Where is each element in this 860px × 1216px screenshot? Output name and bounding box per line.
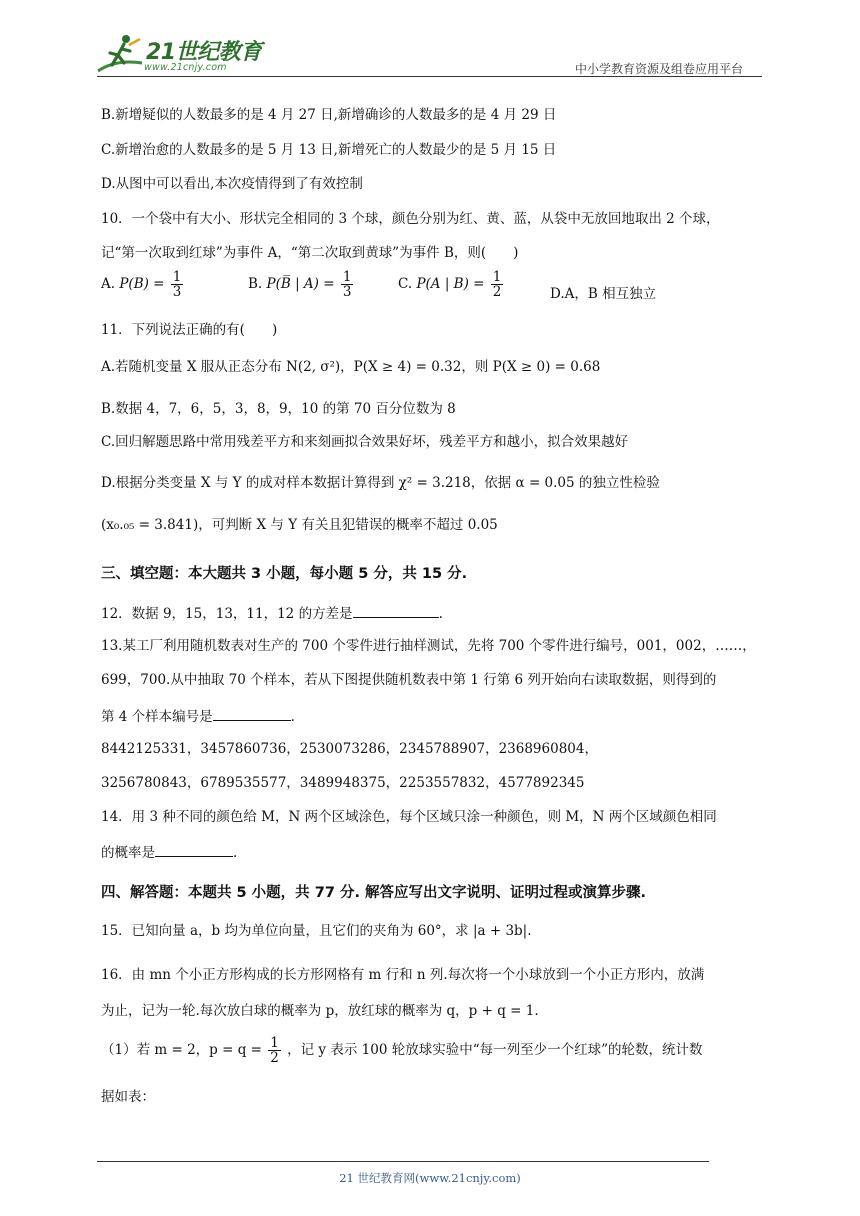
q14-answer-blank[interactable] xyxy=(155,842,233,857)
q12-answer-blank[interactable] xyxy=(353,603,439,618)
site-logo xyxy=(96,33,266,77)
q16-line1: 16．由 mn 个小正方形构成的长方形网格有 m 行和 n 列.每次将一个小球放到一个小正方形内，放满 xyxy=(101,967,705,983)
q9-option-d: D.从图中可以看出,本次疫情得到了有效控制 xyxy=(101,176,363,192)
footer-text: 21 世纪教育网(www.21cnjy.com) xyxy=(339,1171,521,1185)
q13-line1: 13.某工厂利用随机数表对生产的 700 个零件进行抽样测试，先将 700 个零件进行编号，001，002，……， xyxy=(101,638,756,654)
footer-divider xyxy=(97,1161,709,1162)
q11-option-d-line2: (x₀.₀₅ = 3.841)，可判断 X 与 Y 有关且犯错误的概率不超过 0.05 xyxy=(101,517,498,533)
header-platform-text: 中小学教育资源及组卷应用平台 xyxy=(575,62,744,76)
logo-text: 21世纪教育 xyxy=(146,40,262,65)
q14-line2: 的概率是 . xyxy=(101,842,237,862)
section-4-heading: 四、解答题：本题共 5 小题，共 77 分. 解答应写出文字说明、证明过程或演算步骤. xyxy=(101,885,647,901)
q9-option-c: C.新增治愈的人数最多的是 5 月 13 日,新增死亡的人数最少的是 5 月 15 日 xyxy=(101,142,557,158)
q10-option-a: A. P(B) = $\frac{1}{3}$ xyxy=(101,269,182,300)
header-divider xyxy=(97,76,762,77)
logo-url: www.21cnjy.com xyxy=(144,62,227,73)
q9-option-b: B.新增疑似的人数最多的是 4 月 27 日,新增确诊的人数最多的是 4 月 29 日 xyxy=(101,107,557,123)
q16-line4: 据如表： xyxy=(101,1089,155,1105)
q14-line1: 14．用 3 种不同的颜色给 M，N 两个区域涂色，每个区域只涂一种颜色，则 M，N 两个区域颜色相同 xyxy=(101,809,717,825)
q16-line2: 为止，记为一轮.每次放白球的概率为 p，放红球的概率为 q，p + q = 1. xyxy=(101,1003,539,1019)
runner-logo-icon xyxy=(96,33,144,75)
q10-stem-line1: 10．一个袋中有大小、形状完全相同的 3 个球，颜色分别为红、黄、蓝，从袋中无放回地取出 2 个球， xyxy=(101,211,720,227)
q16-sub1: （1）若 m = 2，p = q = $\frac{1}{2}$ ，记 y 表示 100 轮放球实验中“每一列至少一个红球”的轮数，统计数 xyxy=(101,1035,703,1066)
q13-answer-blank[interactable] xyxy=(213,706,291,721)
q10-option-d: D.A，B 相互独立 xyxy=(550,286,657,302)
q12: 12．数据 9，15，13，11，12 的方差是 . xyxy=(101,603,443,623)
q13-line2: 699，700.从中抽取 70 个样本，若从下图提供随机数表中第 1 行第 6 列开始向右读取数据，则得到的 xyxy=(101,672,717,688)
q10-option-b: B. P(B̅ | A) = $\frac{1}{3}$ xyxy=(248,269,352,300)
q13-random-row-2: 3256780843，6789535577，3489948375，2253557832，4577892345 xyxy=(101,775,585,791)
q11-stem: 11．下列说法正确的有( ) xyxy=(101,322,278,338)
q13-line3: 第 4 个样本编号是 . xyxy=(101,706,295,726)
q10-stem-line2: 记“第一次取到红球”为事件 A，“第二次取到黄球”为事件 B，则( ) xyxy=(101,245,519,261)
q13-random-row-1: 8442125331，3457860736，2530073286，2345788907，2368960804， xyxy=(101,741,598,757)
q15: 15．已知向量 a，b 均为单位向量，且它们的夹角为 60°，求 |a + 3b|. xyxy=(101,923,532,939)
q10-option-c: C. P(A | B) = $\frac{1}{2}$ xyxy=(398,269,502,300)
section-3-heading: 三、填空题：本大题共 3 小题，每小题 5 分，共 15 分. xyxy=(101,566,468,582)
q11-option-a: A.若随机变量 X 服从正态分布 N(2, σ²)，P(X ≥ 4) = 0.32，则 P(X ≥ 0) = 0.68 xyxy=(101,359,601,375)
q11-option-b: B.数据 4，7，6，5，3，8，9，10 的第 70 百分位数为 8 xyxy=(101,401,456,417)
q11-option-d-line1: D.根据分类变量 X 与 Y 的成对样本数据计算得到 χ² = 3.218，依据 α = 0.05 的独立性检验 xyxy=(101,475,660,491)
q11-option-c: C.回归解题思路中常用残差平方和来刻画拟合效果好坏，残差平方和越小，拟合效果越好 xyxy=(101,434,629,450)
